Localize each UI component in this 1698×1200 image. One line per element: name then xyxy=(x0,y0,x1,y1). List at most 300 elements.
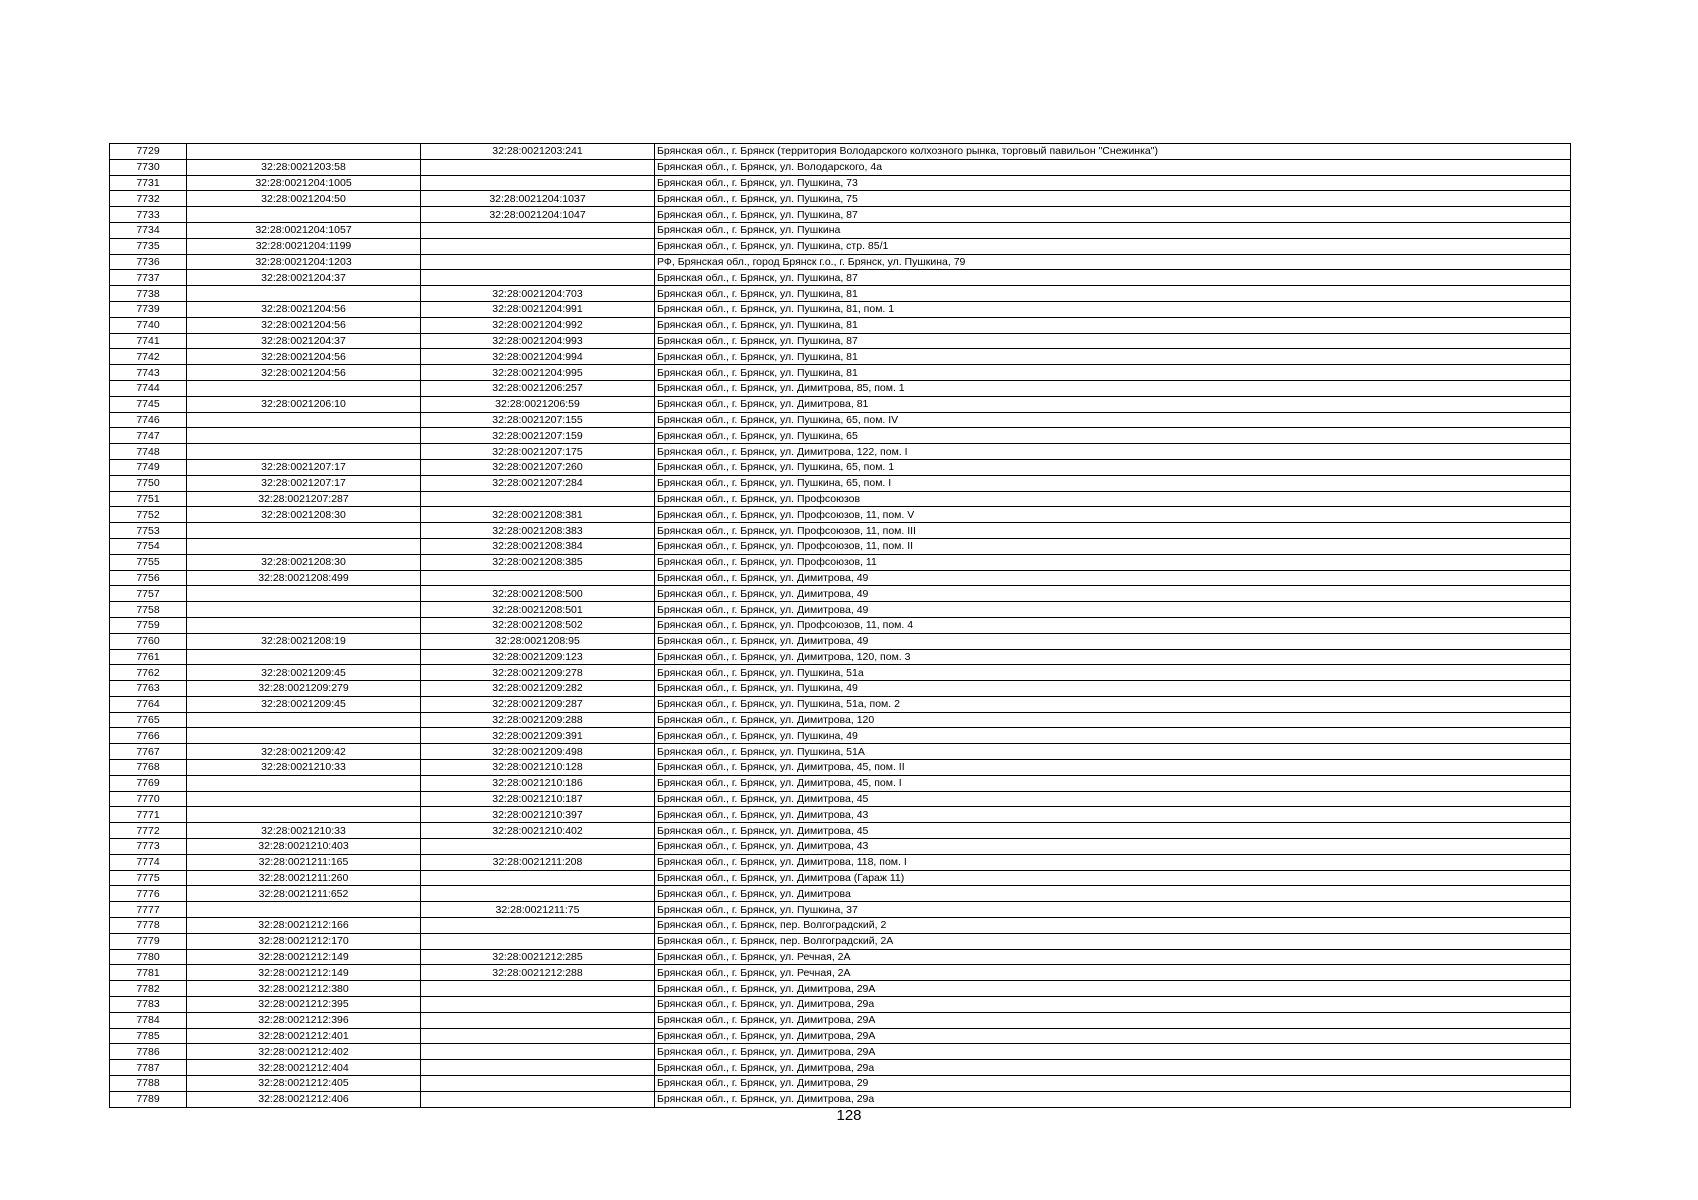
table-row xyxy=(110,380,1571,396)
address-cell: Брянская обл., г. Брянск, ул. Димитрова, 45, пом. I xyxy=(655,775,1571,791)
object-cadastral-number-cell: 32:28:0021209:282 xyxy=(421,681,655,697)
row-number-cell: 7756 xyxy=(110,570,187,586)
row-number-cell: 7759 xyxy=(110,617,187,633)
land-cadastral-number-cell: 32:28:0021209:279 xyxy=(187,681,421,697)
land-cadastral-number-cell xyxy=(187,207,421,223)
row-number-cell: 7746 xyxy=(110,412,187,428)
row-number-cell: 7784 xyxy=(110,1012,187,1028)
land-cadastral-number-cell: 32:28:0021208:19 xyxy=(187,633,421,649)
table-row xyxy=(110,286,1571,302)
address-cell: Брянская обл., г. Брянск, ул. Пушкина, 75 xyxy=(655,191,1571,207)
land-cadastral-number-cell xyxy=(187,286,421,302)
land-cadastral-number-cell xyxy=(187,144,421,160)
row-number-cell: 7750 xyxy=(110,475,187,491)
address-cell: Брянская обл., г. Брянск, ул. Пушкина, 87 xyxy=(655,207,1571,223)
registry-table xyxy=(109,143,1571,1108)
table-row xyxy=(110,1044,1571,1060)
address-cell: Брянская обл., г. Брянск, ул. Димитрова, 120, пом. 3 xyxy=(655,649,1571,665)
row-number-cell: 7734 xyxy=(110,222,187,238)
row-number-cell: 7765 xyxy=(110,712,187,728)
land-cadastral-number-cell: 32:28:0021204:56 xyxy=(187,365,421,381)
land-cadastral-number-cell: 32:28:0021207:287 xyxy=(187,491,421,507)
table-row xyxy=(110,396,1571,412)
table-row xyxy=(110,207,1571,223)
table-row xyxy=(110,412,1571,428)
table-row xyxy=(110,918,1571,934)
land-cadastral-number-cell: 32:28:0021210:33 xyxy=(187,823,421,839)
table-row xyxy=(110,507,1571,523)
object-cadastral-number-cell xyxy=(421,1012,655,1028)
table-row xyxy=(110,997,1571,1013)
object-cadastral-number-cell: 32:28:0021209:278 xyxy=(421,665,655,681)
object-cadastral-number-cell xyxy=(421,238,655,254)
land-cadastral-number-cell xyxy=(187,902,421,918)
row-number-cell: 7745 xyxy=(110,396,187,412)
table-row xyxy=(110,523,1571,539)
row-number-cell: 7779 xyxy=(110,933,187,949)
land-cadastral-number-cell: 32:28:0021207:17 xyxy=(187,475,421,491)
land-cadastral-number-cell: 32:28:0021208:499 xyxy=(187,570,421,586)
land-cadastral-number-cell: 32:28:0021212:405 xyxy=(187,1076,421,1092)
table-row xyxy=(110,491,1571,507)
land-cadastral-number-cell: 32:28:0021204:1199 xyxy=(187,238,421,254)
object-cadastral-number-cell: 32:28:0021208:385 xyxy=(421,554,655,570)
object-cadastral-number-cell: 32:28:0021211:75 xyxy=(421,902,655,918)
land-cadastral-number-cell xyxy=(187,791,421,807)
address-cell: Брянская обл., г. Брянск, ул. Пушкина, 81 xyxy=(655,317,1571,333)
table-row xyxy=(110,902,1571,918)
registry-table-body xyxy=(110,144,1571,1108)
row-number-cell: 7738 xyxy=(110,286,187,302)
address-cell: Брянская обл., г. Брянск, пер. Волгоградский, 2 xyxy=(655,918,1571,934)
object-cadastral-number-cell: 32:28:0021207:284 xyxy=(421,475,655,491)
land-cadastral-number-cell: 32:28:0021203:58 xyxy=(187,159,421,175)
land-cadastral-number-cell: 32:28:0021204:37 xyxy=(187,333,421,349)
table-row xyxy=(110,791,1571,807)
land-cadastral-number-cell: 32:28:0021211:165 xyxy=(187,854,421,870)
object-cadastral-number-cell xyxy=(421,175,655,191)
table-row xyxy=(110,1012,1571,1028)
address-cell: Брянская обл., г. Брянск, ул. Димитрова, 49 xyxy=(655,586,1571,602)
address-cell: Брянская обл., г. Брянск, ул. Пушкина xyxy=(655,222,1571,238)
address-cell: Брянская обл., г. Брянск, ул. Димитрова, 29а xyxy=(655,997,1571,1013)
address-cell: Брянская обл., г. Брянск, ул. Пушкина, 51а, пом. 2 xyxy=(655,696,1571,712)
object-cadastral-number-cell xyxy=(421,1060,655,1076)
row-number-cell: 7789 xyxy=(110,1091,187,1107)
row-number-cell: 7772 xyxy=(110,823,187,839)
table-row xyxy=(110,665,1571,681)
address-cell: Брянская обл., г. Брянск, ул. Димитрова, 29 xyxy=(655,1076,1571,1092)
address-cell: Брянская обл., г. Брянск, ул. Пушкина, 37 xyxy=(655,902,1571,918)
address-cell: Брянская обл., г. Брянск, ул. Пушкина, 73 xyxy=(655,175,1571,191)
land-cadastral-number-cell: 32:28:0021206:10 xyxy=(187,396,421,412)
object-cadastral-number-cell xyxy=(421,1076,655,1092)
row-number-cell: 7733 xyxy=(110,207,187,223)
address-cell: Брянская обл., г. Брянск, ул. Пушкина, 65 xyxy=(655,428,1571,444)
address-cell: Брянская обл., г. Брянск, ул. Пушкина, 65, пом. 1 xyxy=(655,459,1571,475)
object-cadastral-number-cell: 32:28:0021207:175 xyxy=(421,444,655,460)
table-row xyxy=(110,1028,1571,1044)
address-cell: Брянская обл., г. Брянск, ул. Димитрова, 29а xyxy=(655,1060,1571,1076)
table-row xyxy=(110,933,1571,949)
object-cadastral-number-cell: 32:28:0021206:59 xyxy=(421,396,655,412)
object-cadastral-number-cell: 32:28:0021204:1037 xyxy=(421,191,655,207)
object-cadastral-number-cell: 32:28:0021204:995 xyxy=(421,365,655,381)
row-number-cell: 7771 xyxy=(110,807,187,823)
row-number-cell: 7747 xyxy=(110,428,187,444)
address-cell: Брянская обл., г. Брянск, ул. Пушкина, 81 xyxy=(655,349,1571,365)
row-number-cell: 7785 xyxy=(110,1028,187,1044)
object-cadastral-number-cell xyxy=(421,1044,655,1060)
address-cell: Брянская обл., г. Брянск, ул. Пушкина, 49 xyxy=(655,728,1571,744)
address-cell: Брянская обл., г. Брянск, ул. Димитрова, 118, пом. I xyxy=(655,854,1571,870)
land-cadastral-number-cell: 32:28:0021212:395 xyxy=(187,997,421,1013)
address-cell: Брянская обл., г. Брянск, ул. Профсоюзов, 11, пом. 4 xyxy=(655,617,1571,633)
row-number-cell: 7782 xyxy=(110,981,187,997)
address-cell: Брянская обл., г. Брянск, ул. Димитрова, 45 xyxy=(655,823,1571,839)
table-row xyxy=(110,586,1571,602)
table-row xyxy=(110,349,1571,365)
table-row xyxy=(110,475,1571,491)
table-row xyxy=(110,270,1571,286)
table-row xyxy=(110,538,1571,554)
table-row xyxy=(110,949,1571,965)
address-cell: Брянская обл., г. Брянск, ул. Димитрова, 29А xyxy=(655,1012,1571,1028)
table-row xyxy=(110,301,1571,317)
address-cell: Брянская обл., г. Брянск, ул. Димитрова, 49 xyxy=(655,633,1571,649)
object-cadastral-number-cell: 32:28:0021211:208 xyxy=(421,854,655,870)
land-cadastral-number-cell xyxy=(187,586,421,602)
row-number-cell: 7763 xyxy=(110,681,187,697)
object-cadastral-number-cell xyxy=(421,870,655,886)
land-cadastral-number-cell: 32:28:0021204:1057 xyxy=(187,222,421,238)
address-cell: Брянская обл., г. Брянск, ул. Профсоюзов, 11, пом. II xyxy=(655,538,1571,554)
address-cell: Брянская обл., г. Брянск, ул. Димитрова, 81 xyxy=(655,396,1571,412)
table-row xyxy=(110,870,1571,886)
row-number-cell: 7730 xyxy=(110,159,187,175)
land-cadastral-number-cell: 32:28:0021204:1005 xyxy=(187,175,421,191)
object-cadastral-number-cell xyxy=(421,570,655,586)
address-cell: Брянская обл., г. Брянск, ул. Пушкина, 49 xyxy=(655,681,1571,697)
row-number-cell: 7778 xyxy=(110,918,187,934)
address-cell: РФ, Брянская обл., город Брянск г.о., г. Брянск, ул. Пушкина, 79 xyxy=(655,254,1571,270)
land-cadastral-number-cell: 32:28:0021212:149 xyxy=(187,949,421,965)
table-row xyxy=(110,554,1571,570)
object-cadastral-number-cell: 32:28:0021209:287 xyxy=(421,696,655,712)
table-row xyxy=(110,760,1571,776)
object-cadastral-number-cell: 32:28:0021204:992 xyxy=(421,317,655,333)
land-cadastral-number-cell: 32:28:0021209:45 xyxy=(187,696,421,712)
object-cadastral-number-cell: 32:28:0021207:155 xyxy=(421,412,655,428)
object-cadastral-number-cell: 32:28:0021204:703 xyxy=(421,286,655,302)
address-cell: Брянская обл., г. Брянск, ул. Пушкина, 81 xyxy=(655,286,1571,302)
table-row xyxy=(110,728,1571,744)
row-number-cell: 7781 xyxy=(110,965,187,981)
table-row xyxy=(110,570,1571,586)
address-cell: Брянская обл., г. Брянск, ул. Пушкина, 65, пом. I xyxy=(655,475,1571,491)
row-number-cell: 7732 xyxy=(110,191,187,207)
object-cadastral-number-cell: 32:28:0021212:288 xyxy=(421,965,655,981)
table-row xyxy=(110,254,1571,270)
table-row xyxy=(110,1091,1571,1107)
row-number-cell: 7787 xyxy=(110,1060,187,1076)
land-cadastral-number-cell: 32:28:0021211:652 xyxy=(187,886,421,902)
address-cell: Брянская обл., г. Брянск, ул. Димитрова, 122, пом. I xyxy=(655,444,1571,460)
row-number-cell: 7769 xyxy=(110,775,187,791)
land-cadastral-number-cell: 32:28:0021212:404 xyxy=(187,1060,421,1076)
table-row xyxy=(110,333,1571,349)
row-number-cell: 7760 xyxy=(110,633,187,649)
row-number-cell: 7752 xyxy=(110,507,187,523)
object-cadastral-number-cell: 32:28:0021206:257 xyxy=(421,380,655,396)
row-number-cell: 7788 xyxy=(110,1076,187,1092)
row-number-cell: 7740 xyxy=(110,317,187,333)
object-cadastral-number-cell xyxy=(421,918,655,934)
land-cadastral-number-cell: 32:28:0021204:56 xyxy=(187,317,421,333)
object-cadastral-number-cell: 32:28:0021210:402 xyxy=(421,823,655,839)
table-row xyxy=(110,854,1571,870)
address-cell: Брянская обл., г. Брянск, ул. Димитрова, 29А xyxy=(655,1028,1571,1044)
row-number-cell: 7748 xyxy=(110,444,187,460)
address-cell: Брянская обл., г. Брянск, ул. Димитрова, 43 xyxy=(655,807,1571,823)
object-cadastral-number-cell xyxy=(421,839,655,855)
address-cell: Брянская обл., г. Брянск, ул. Димитрова, 85, пом. 1 xyxy=(655,380,1571,396)
object-cadastral-number-cell: 32:28:0021204:1047 xyxy=(421,207,655,223)
table-row xyxy=(110,649,1571,665)
address-cell: Брянская обл., г. Брянск, ул. Димитрова, 29А xyxy=(655,1044,1571,1060)
address-cell: Брянская обл., г. Брянск, ул. Профсоюзов, 11 xyxy=(655,554,1571,570)
object-cadastral-number-cell xyxy=(421,254,655,270)
table-row xyxy=(110,681,1571,697)
land-cadastral-number-cell xyxy=(187,649,421,665)
row-number-cell: 7775 xyxy=(110,870,187,886)
table-row xyxy=(110,981,1571,997)
row-number-cell: 7736 xyxy=(110,254,187,270)
address-cell: Брянская обл., г. Брянск, ул. Димитрова, 45 xyxy=(655,791,1571,807)
object-cadastral-number-cell xyxy=(421,222,655,238)
land-cadastral-number-cell xyxy=(187,617,421,633)
land-cadastral-number-cell xyxy=(187,602,421,618)
table-row xyxy=(110,444,1571,460)
table-row xyxy=(110,823,1571,839)
row-number-cell: 7777 xyxy=(110,902,187,918)
object-cadastral-number-cell: 32:28:0021204:994 xyxy=(421,349,655,365)
object-cadastral-number-cell: 32:28:0021212:285 xyxy=(421,949,655,965)
row-number-cell: 7766 xyxy=(110,728,187,744)
table-row xyxy=(110,886,1571,902)
land-cadastral-number-cell: 32:28:0021210:403 xyxy=(187,839,421,855)
row-number-cell: 7776 xyxy=(110,886,187,902)
row-number-cell: 7774 xyxy=(110,854,187,870)
row-number-cell: 7764 xyxy=(110,696,187,712)
land-cadastral-number-cell xyxy=(187,444,421,460)
object-cadastral-number-cell: 32:28:0021210:397 xyxy=(421,807,655,823)
table-row xyxy=(110,222,1571,238)
land-cadastral-number-cell: 32:28:0021212:149 xyxy=(187,965,421,981)
row-number-cell: 7744 xyxy=(110,380,187,396)
row-number-cell: 7786 xyxy=(110,1044,187,1060)
object-cadastral-number-cell xyxy=(421,981,655,997)
address-cell: Брянская обл., г. Брянск, ул. Пушкина, 87 xyxy=(655,270,1571,286)
address-cell: Брянская обл., г. Брянск, ул. Профсоюзов, 11, пом. III xyxy=(655,523,1571,539)
row-number-cell: 7754 xyxy=(110,538,187,554)
row-number-cell: 7770 xyxy=(110,791,187,807)
address-cell: Брянская обл., г. Брянск, ул. Димитрова, 43 xyxy=(655,839,1571,855)
table-row xyxy=(110,317,1571,333)
row-number-cell: 7743 xyxy=(110,365,187,381)
table-row xyxy=(110,1060,1571,1076)
land-cadastral-number-cell: 32:28:0021212:380 xyxy=(187,981,421,997)
land-cadastral-number-cell: 32:28:0021212:166 xyxy=(187,918,421,934)
table-row xyxy=(110,365,1571,381)
object-cadastral-number-cell: 32:28:0021207:260 xyxy=(421,459,655,475)
address-cell: Брянская обл., г. Брянск, ул. Димитрова (Гараж 11) xyxy=(655,870,1571,886)
land-cadastral-number-cell: 32:28:0021208:30 xyxy=(187,554,421,570)
object-cadastral-number-cell: 32:28:0021208:502 xyxy=(421,617,655,633)
table-row xyxy=(110,191,1571,207)
land-cadastral-number-cell: 32:28:0021204:37 xyxy=(187,270,421,286)
object-cadastral-number-cell xyxy=(421,159,655,175)
row-number-cell: 7751 xyxy=(110,491,187,507)
table-row xyxy=(110,144,1571,160)
land-cadastral-number-cell: 32:28:0021204:56 xyxy=(187,349,421,365)
object-cadastral-number-cell: 32:28:0021208:384 xyxy=(421,538,655,554)
land-cadastral-number-cell: 32:28:0021211:260 xyxy=(187,870,421,886)
table-row xyxy=(110,459,1571,475)
table-row xyxy=(110,965,1571,981)
address-cell: Брянская обл., г. Брянск, ул. Димитрова, 49 xyxy=(655,570,1571,586)
object-cadastral-number-cell: 32:28:0021207:159 xyxy=(421,428,655,444)
table-row xyxy=(110,839,1571,855)
object-cadastral-number-cell xyxy=(421,1028,655,1044)
object-cadastral-number-cell: 32:28:0021204:991 xyxy=(421,301,655,317)
table-row xyxy=(110,775,1571,791)
address-cell: Брянская обл., г. Брянск, ул. Речная, 2А xyxy=(655,965,1571,981)
object-cadastral-number-cell xyxy=(421,270,655,286)
land-cadastral-number-cell: 32:28:0021212:406 xyxy=(187,1091,421,1107)
address-cell: Брянская обл., г. Брянск, ул. Димитрова, 45, пом. II xyxy=(655,760,1571,776)
address-cell: Брянская обл., г. Брянск, ул. Пушкина, 51А xyxy=(655,744,1571,760)
address-cell: Брянская обл., г. Брянск, пер. Волгоградский, 2А xyxy=(655,933,1571,949)
page-number: 128 xyxy=(836,1107,862,1124)
address-cell: Брянская обл., г. Брянск, ул. Профсоюзов, 11, пом. V xyxy=(655,507,1571,523)
address-cell: Брянская обл., г. Брянск, ул. Пушкина, стр. 85/1 xyxy=(655,238,1571,254)
address-cell: Брянская обл., г. Брянск, ул. Профсоюзов xyxy=(655,491,1571,507)
address-cell: Брянская обл., г. Брянск, ул. Речная, 2А xyxy=(655,949,1571,965)
address-cell: Брянская обл., г. Брянск, ул. Димитрова, 29А xyxy=(655,981,1571,997)
object-cadastral-number-cell: 32:28:0021210:186 xyxy=(421,775,655,791)
object-cadastral-number-cell: 32:28:0021208:383 xyxy=(421,523,655,539)
address-cell: Брянская обл., г. Брянск, ул. Пушкина, 65, пом. IV xyxy=(655,412,1571,428)
row-number-cell: 7768 xyxy=(110,760,187,776)
object-cadastral-number-cell xyxy=(421,1091,655,1107)
row-number-cell: 7783 xyxy=(110,997,187,1013)
row-number-cell: 7742 xyxy=(110,349,187,365)
row-number-cell: 7773 xyxy=(110,839,187,855)
land-cadastral-number-cell: 32:28:0021210:33 xyxy=(187,760,421,776)
object-cadastral-number-cell: 32:28:0021209:123 xyxy=(421,649,655,665)
object-cadastral-number-cell: 32:28:0021209:391 xyxy=(421,728,655,744)
row-number-cell: 7755 xyxy=(110,554,187,570)
address-cell: Брянская обл., г. Брянск, ул. Пушкина, 87 xyxy=(655,333,1571,349)
table-row xyxy=(110,428,1571,444)
row-number-cell: 7735 xyxy=(110,238,187,254)
land-cadastral-number-cell: 32:28:0021204:56 xyxy=(187,301,421,317)
table-row xyxy=(110,617,1571,633)
row-number-cell: 7780 xyxy=(110,949,187,965)
address-cell: Брянская обл., г. Брянск, ул. Володарского, 4а xyxy=(655,159,1571,175)
land-cadastral-number-cell xyxy=(187,712,421,728)
table-row xyxy=(110,175,1571,191)
row-number-cell: 7753 xyxy=(110,523,187,539)
address-cell: Брянская обл., г. Брянск, ул. Димитрова, 120 xyxy=(655,712,1571,728)
land-cadastral-number-cell: 32:28:0021212:170 xyxy=(187,933,421,949)
object-cadastral-number-cell: 32:28:0021208:95 xyxy=(421,633,655,649)
land-cadastral-number-cell xyxy=(187,380,421,396)
land-cadastral-number-cell: 32:28:0021212:396 xyxy=(187,1012,421,1028)
object-cadastral-number-cell: 32:28:0021208:500 xyxy=(421,586,655,602)
row-number-cell: 7758 xyxy=(110,602,187,618)
table-row xyxy=(110,602,1571,618)
table-row xyxy=(110,238,1571,254)
address-cell: Брянская обл., г. Брянск, ул. Пушкина, 81 xyxy=(655,365,1571,381)
object-cadastral-number-cell xyxy=(421,886,655,902)
object-cadastral-number-cell xyxy=(421,933,655,949)
land-cadastral-number-cell xyxy=(187,728,421,744)
table-row xyxy=(110,807,1571,823)
address-cell: Брянская обл., г. Брянск, ул. Димитрова, 29а xyxy=(655,1091,1571,1107)
row-number-cell: 7739 xyxy=(110,301,187,317)
table-row xyxy=(110,696,1571,712)
object-cadastral-number-cell: 32:28:0021203:241 xyxy=(421,144,655,160)
row-number-cell: 7767 xyxy=(110,744,187,760)
object-cadastral-number-cell: 32:28:0021210:187 xyxy=(421,791,655,807)
address-cell: Брянская обл., г. Брянск, ул. Пушкина, 51а xyxy=(655,665,1571,681)
row-number-cell: 7729 xyxy=(110,144,187,160)
object-cadastral-number-cell xyxy=(421,997,655,1013)
row-number-cell: 7737 xyxy=(110,270,187,286)
land-cadastral-number-cell: 32:28:0021209:45 xyxy=(187,665,421,681)
object-cadastral-number-cell: 32:28:0021210:128 xyxy=(421,760,655,776)
row-number-cell: 7762 xyxy=(110,665,187,681)
object-cadastral-number-cell: 32:28:0021204:993 xyxy=(421,333,655,349)
table-row xyxy=(110,744,1571,760)
land-cadastral-number-cell xyxy=(187,807,421,823)
land-cadastral-number-cell: 32:28:0021207:17 xyxy=(187,459,421,475)
land-cadastral-number-cell: 32:28:0021204:1203 xyxy=(187,254,421,270)
address-cell: Брянская обл., г. Брянск, ул. Димитрова xyxy=(655,886,1571,902)
land-cadastral-number-cell: 32:28:0021212:402 xyxy=(187,1044,421,1060)
table-row xyxy=(110,712,1571,728)
land-cadastral-number-cell: 32:28:0021208:30 xyxy=(187,507,421,523)
land-cadastral-number-cell: 32:28:0021209:42 xyxy=(187,744,421,760)
row-number-cell: 7741 xyxy=(110,333,187,349)
land-cadastral-number-cell: 32:28:0021212:401 xyxy=(187,1028,421,1044)
object-cadastral-number-cell: 32:28:0021208:381 xyxy=(421,507,655,523)
table-row xyxy=(110,633,1571,649)
row-number-cell: 7749 xyxy=(110,459,187,475)
address-cell: Брянская обл., г. Брянск, ул. Пушкина, 81, пом. 1 xyxy=(655,301,1571,317)
land-cadastral-number-cell xyxy=(187,523,421,539)
row-number-cell: 7761 xyxy=(110,649,187,665)
object-cadastral-number-cell: 32:28:0021208:501 xyxy=(421,602,655,618)
object-cadastral-number-cell: 32:28:0021209:288 xyxy=(421,712,655,728)
address-cell: Брянская обл., г. Брянск (территория Володарского колхозного рынка, торговый павильон "Снежинка") xyxy=(655,144,1571,160)
table-row xyxy=(110,1076,1571,1092)
land-cadastral-number-cell: 32:28:0021204:50 xyxy=(187,191,421,207)
land-cadastral-number-cell xyxy=(187,428,421,444)
object-cadastral-number-cell xyxy=(421,491,655,507)
